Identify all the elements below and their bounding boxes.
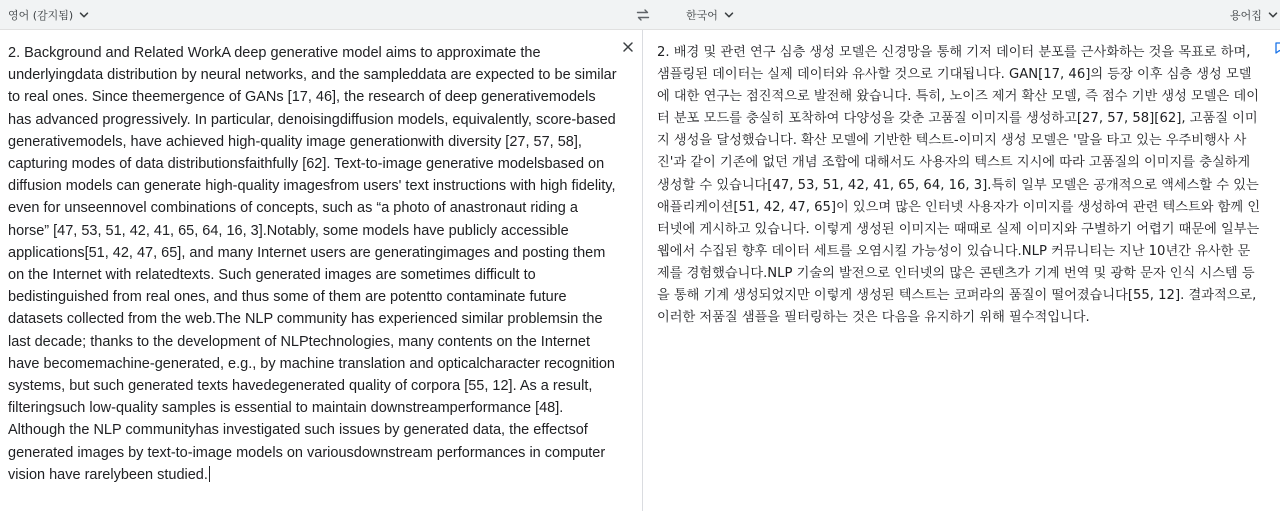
swap-languages-button[interactable] — [632, 5, 654, 25]
copy-icon — [1272, 41, 1280, 54]
source-textarea[interactable] — [8, 42, 618, 486]
copy-button[interactable] — [1272, 40, 1280, 54]
source-language-select[interactable] — [8, 0, 90, 30]
source-text: 2. Background and Related WorkA deep generative model aims to approximate the underlyingdata distribution by neural networks, and the sampleddata are expected to be similar to real ones. Since theemergence of GANs [17, 46], the research of deep generativemodels has advanced progressively. In particular, denoisingdiffusion models, equivalently, score-based generativemodels, have achieved high-quality image generationwith diversity [27, 57, 58], capturing modes of data distributionsfaithfully [62]. Text-to-image generative modelsbased on diffusion models can generate high-quality imagesfrom users' text instructions with high fidelity, even for unseennovel combinations of concepts, such as “a photo of anastronaut riding a horse” [47, 53, 51, 42, 41, 65, 64, 16, 3].Notably, some models have publicly accessible applications[51, 42, 47, 65], and many Internet users are generatingimages and posting them on the Internet with relatedtexts. Such generated images are sometimes difficult to bedistinguished from real ones, and thus some of them are potentto contaminate future datasets collected from the web.The NLP community has experienced similar problemsin the last decade; thanks to the development of NLPtechnologies, many contents on the Internet have becomemachine-generated, e.g., by machine translation and opticalcharacter recognition systems, but such generated texts havedegenerated quality of corpora [55, 12]. As a result, filteringsuch low-quality samples is essential to maintain downstreamperformance [48]. Although the NLP communityhas investigated such issues by generated data, the effectsof generated images by text-to-image models on variousdownstream performances in computer vision have rarelybeen studied. — [8, 45, 617, 483]
chevron-down-icon — [723, 9, 735, 21]
translation-output: 2. 배경 및 관련 연구 심층 생성 모델은 신경망을 통해 기저 데이터 분포를 근사화하는 것을 목표로 하며, 샘플링된 데이터는 실제 데이터와 유사할 것으로 기대됩니다. GAN[17, 46]의 등장 이후 심층 생성 모델에 대한 연구는 점진적으로 발전해 왔습니다. 특히, 노이즈 제거 확산 모델, 즉 점수 기반 생성 모델은 데이터 분포 모드를 충실히 포착하여 다양성을 갖춘 고품질 이미지를 생성하고[27, 57, 58][62], 고품질 이미지 생성을 달성했습니다. 확산 모델에 기반한 텍스트-이미지 생성 모델은 '말을 타고 있는 우주비행사 사진'과 같이 기존에 없던 개념 조합에 대해서도 사용자의 텍스트 지시에 따라 고품질의 이미지를 충실하게 생성할 수 있습니다[47, 53, 51, 42, 41, 65, 64, 16, 3].특히 일부 모델은 공개적으로 액세스할 수 있는 애플리케이션[51, 42, 47, 65]이 있으며 많은 인터넷 사용자가 이미지를 생성하여 관련 텍스트와 함께 인터넷에 게시하고 있습니다. 이렇게 생성된 이미지는 때때로 실제 이미지와 구별하기 어렵기 때문에 일부는 웹에서 수집된 향후 데이터 세트를 오염시킬 가능성이 있습니다.NLP 커뮤니티는 지난 10년간 유사한 문제를 경험했습니다.NLP 기술의 발전으로 인터넷의 많은 콘텐츠가 기계 번역 및 광학 문자 인식 시스템 등을 통해 기계 생성되었지만 이렇게 생성된 텍스트는 코퍼라의 품질이 떨어졌습니다[55, 12]. 결과적으로, 이러한 저품질 샘플을 필터링하는 것은 다음을 유지하기 위해 필수적입니다. — [657, 45, 1261, 326]
chevron-down-icon — [1267, 9, 1279, 21]
source-language-label: 영어 (감지됨) — [8, 9, 74, 22]
chevron-down-icon — [78, 9, 90, 21]
glossary-select[interactable] — [1230, 0, 1279, 30]
text-cursor — [209, 466, 210, 482]
target-panel — [643, 31, 1280, 511]
target-language-select[interactable] — [686, 0, 735, 30]
glossary-label: 용어집 — [1230, 9, 1262, 22]
language-bar — [0, 0, 1280, 30]
swap-languages-icon — [635, 7, 651, 23]
target-language-label: 한국어 — [686, 9, 718, 22]
source-panel — [0, 31, 642, 511]
close-icon — [621, 40, 635, 54]
clear-text-button[interactable] — [621, 39, 635, 53]
